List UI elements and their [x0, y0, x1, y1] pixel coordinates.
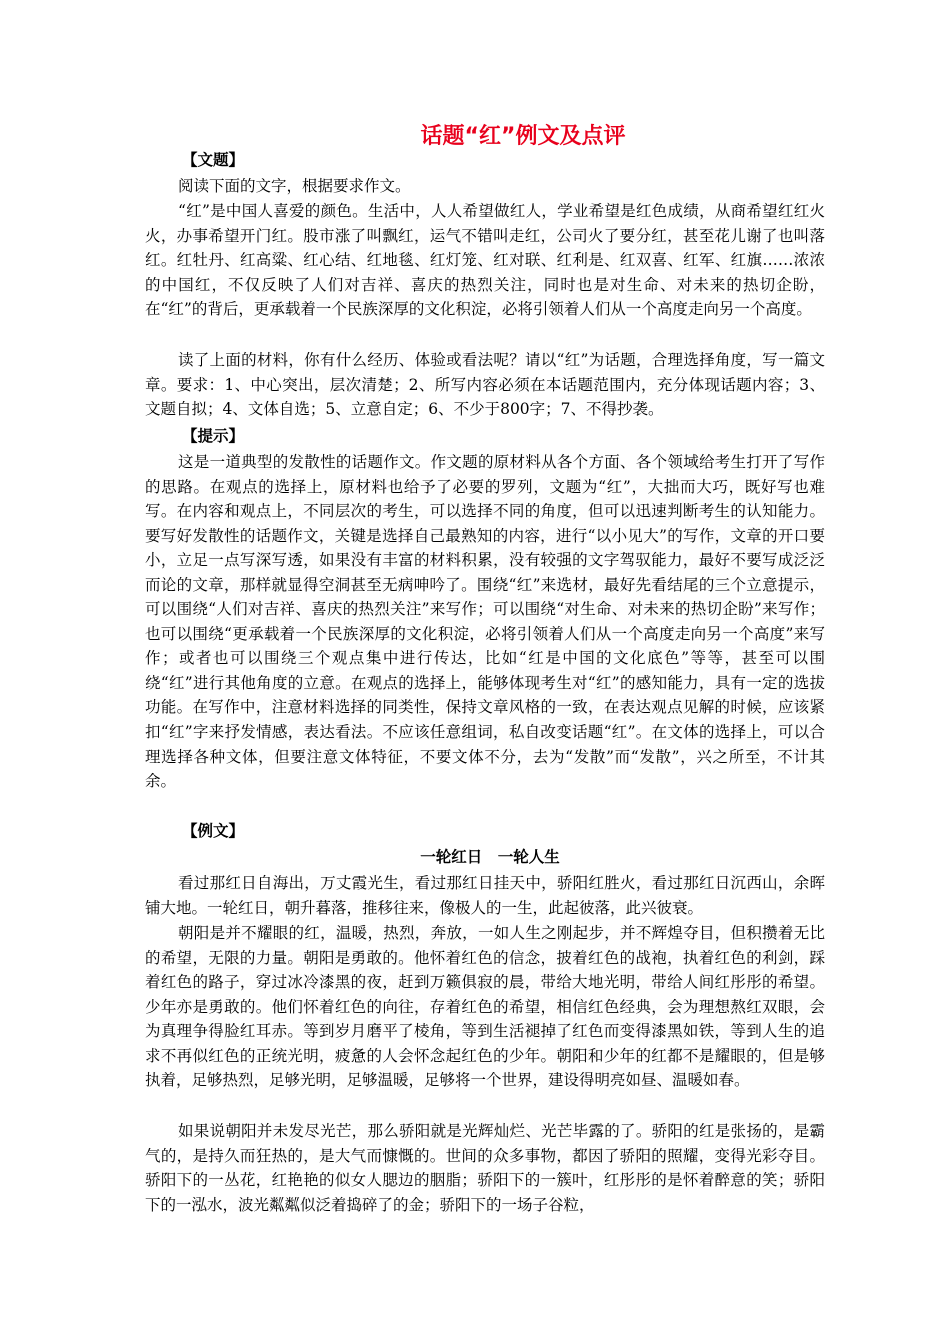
hint-paragraph: 这是一道典型的发散性的话题作文。作文题的原材料从各个方面、各个领域给考生打开了写作的思路。在观点的选择上，原材料也给予了必要的罗列，文题为“红”，大拙而大巧，既好写也难写。在内容和观点上，不同层次的考生，可以选择不同的角度，但可以迅速判断考生的认知能力。要写好发散性的话题作文，关键是选择自己最熟知的内容，进行“以小见大”的写作，文章的开口要小，立足一点写深写透，如果没有丰富的材料积累，没有较强的文字驾驭能力，最好不要写成泛泛而论的文章，那样就显得空洞甚至无病呻吟了。围绕“红”来选材，最好先看结尾的三个立意提示，可以围绕“人们对吉祥、喜庆的热烈关注”来写作；可以围绕“对生命、对未来的热切企盼”来写作；也可以围绕“更承载着一个民族深厚的文化积淀，必将引领着人们从一个高度走向另一个高度”来写作；或者也可以围绕三个观点集中进行传达，比如“红是中国的文化底色”等等，甚至可以围绕“红”进行其他角度的立意。在观点的选择上，能够体现考生对“红”的感知能力，具有一定的选拔功能。在写作中，注意材料选择的同类性，保持文章风格的一致，在表达观点见解的时候，应该紧扣“红”字来抒发情感，表达看法。不应该任意组词，私自改变话题“红”。在文体的选择上，可以合理选择各种文体，但要注意文体特征，不要文体不分，去为“发散”而“发散”，兴之所至，不计其余。	[145, 453, 825, 791]
essay-paragraph-1: 看过那红日自海出，万丈霞光生，看过那红日挂天中，骄阳红胜火，看过那红日沉西山，余晖铺大地。一轮红日，朝升暮落，推移往来，像极人的一生，此起彼落，此兴彼衰。	[145, 874, 825, 917]
essay-paragraph-2: 朝阳是并不耀眼的红，温暖，热烈，奔放，一如人生之刚起步，并不辉煌夺目，但积攒着无比的希望，无限的力量。朝阳是勇敢的。他怀着红色的信念，披着红色的战袍，执着红色的利剑，踩着红色的路子，穿过冰冷漆黑的夜，赶到万籁俱寂的晨，带给大地光明，带给人间红彤彤的希望。少年亦是勇敢的。他们怀着红色的向往，存着红色的希望，相信红色经典，会为理想熬红双眼，会为真理争得脸红耳赤。等到岁月磨平了棱角，等到生活褪掉了红色而变得漆黑如铁，等到人生的追求不再似红色的正统光明，疲惫的人会怀念起红色的少年。朝阳和少年的红都不是耀眼的，但是够执着，足够热烈，足够光明，足够温暖，足够将一个世界，建设得明亮如昼、温暖如春。	[145, 924, 825, 1090]
example-heading: 【例文】	[182, 821, 245, 840]
prompt-heading: 【文题】	[182, 150, 245, 169]
prompt-requirements: 读了上面的材料，你有什么经历、体验或看法呢？请以“红”为话题，合理选择角度，写一篇文章。要求：1、中心突出，层次清楚；2、所写内容必须在本话题范围内，充分体现话题内容；3、文题自拟；4、文体自选；5、立意自定；6、不少于800字；7、不得抄袭。	[145, 351, 825, 419]
prompt-material: “红”是中国人喜爱的颜色。生活中，人人希望做红人，学业希望是红色成绩，从商希望红红火火，办事希望开门红。股市涨了叫飘红，运气不错叫走红，公司火了要分红，甚至花儿谢了也叫落红。红牡丹、红高粱、红心结、红地毯、红灯笼、红对联、红利是、红双喜、红军、红旗……浓浓的中国红，不仅反映了人们对吉祥、喜庆的热烈关注，同时也是对生命、对未来的热切企盼，在“红”的背后，更承载着一个民族深厚的文化积淀，必将引领着人们从一个高度走向另一个高度。	[145, 202, 825, 319]
prompt-instruction: 阅读下面的文字，根据要求作文。	[178, 177, 411, 195]
essay-title: 一轮红日 一轮人生	[420, 847, 560, 866]
document-title: 话题“红”例文及点评	[420, 124, 626, 149]
essay-paragraph-3: 如果说朝阳并未发尽光芒，那么骄阳就是光辉灿烂、光芒毕露的了。骄阳的红是张扬的，是霸气的，是持久而狂热的，是大气而慷慨的。世间的众多事物，都因了骄阳的照耀，变得光彩夺目。骄阳下的一丛花，红艳艳的似女人腮边的胭脂；骄阳下的一簇叶，红彤彤的是怀着醉意的笑；骄阳下的一泓水，波光粼粼似泛着捣碎了的金；骄阳下的一场子谷粒，	[145, 1122, 825, 1214]
hint-heading: 【提示】	[182, 426, 245, 445]
